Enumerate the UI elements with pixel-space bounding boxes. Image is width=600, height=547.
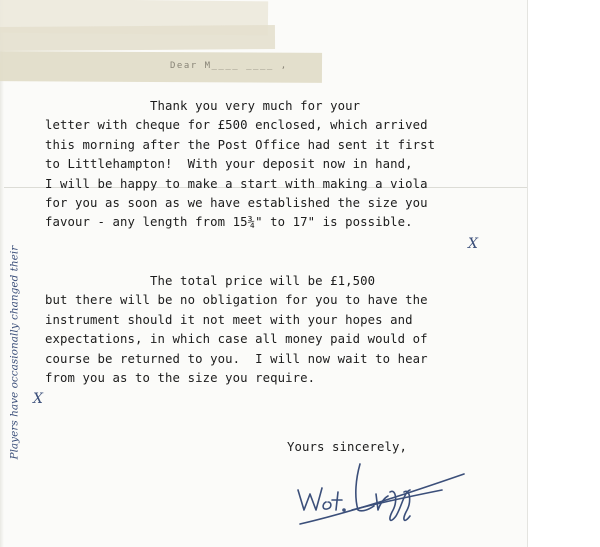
pen-mark-x-2: X [33,391,43,407]
salutation: Dear M____ ____ , [170,61,288,71]
paragraph-1: Thank you very much for your letter with cheque for £500 enclosed, which arrived this morning after the Post Office had sent it first to Littlehampton! With your deposit now in hand, I will be happy to make a start with making a viola for you as soon as we have established the size you favour - any length from 15¾" to 17" is possible. [45,99,436,230]
margin-annotation: Players have occasionally changed their [8,245,21,460]
tape-strip-2 [0,25,275,51]
pen-mark-x-1: X [468,236,478,252]
signature [292,452,472,532]
closing: Yours sincerely, [287,440,408,454]
paragraph-2: The total price will be £1,500 but there will be no obligation for you to have the instrument should it not meet with your hopes and expectations, in which case all money paid would of course be returned to you. I will now wait to hear from you as to the size you require. [45,274,428,386]
page-edge-line [527,0,528,547]
right-margin [528,0,600,547]
page-left-edge [0,0,4,547]
